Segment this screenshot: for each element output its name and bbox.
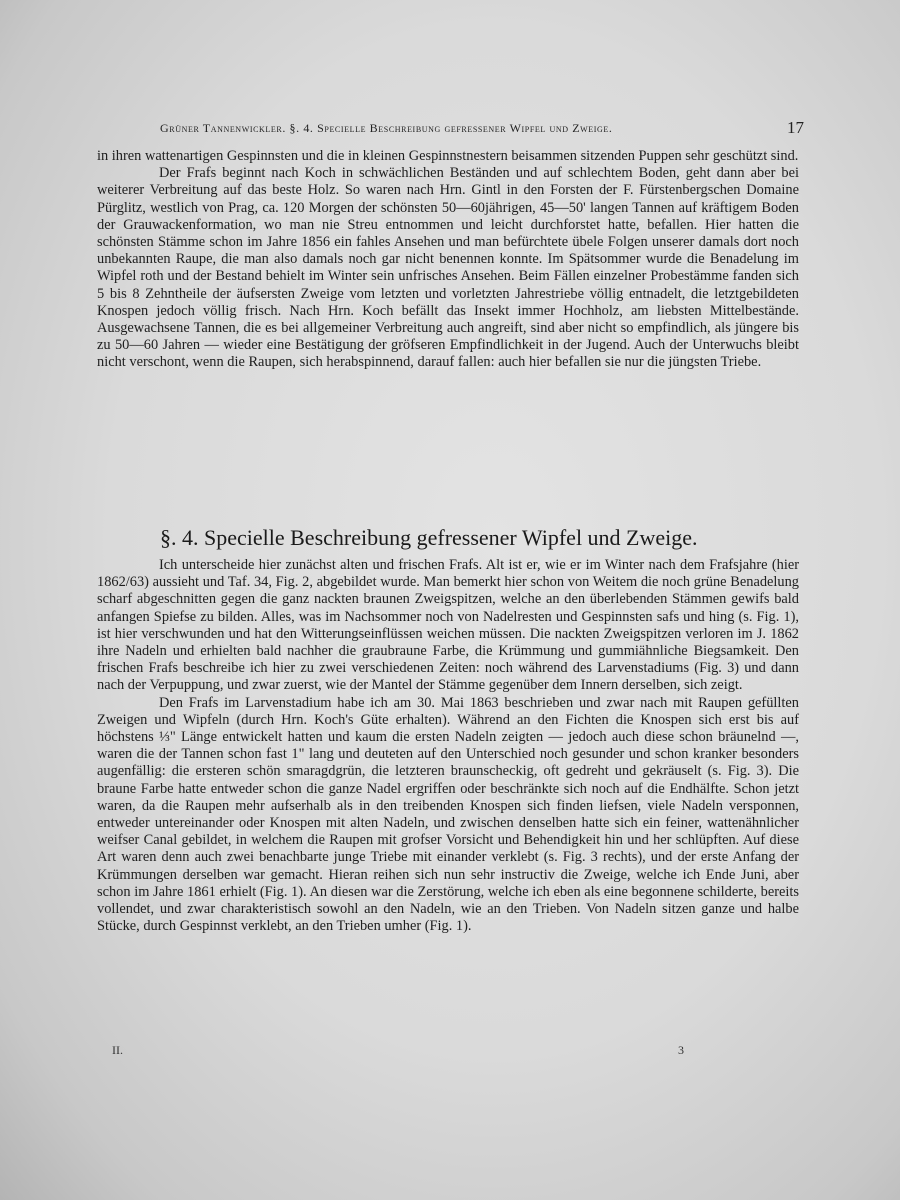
paragraph-frass-koch: Der Frafs beginnt nach Koch in schwächlichen Beständen und auf schlechtem Boden, geht dann aber bei weiterer Verbreitung auf das beste Holz. So waren nach Hrn. Gintl in den Forsten der F. Fürstenbergschen Domaine Pürglitz, westlich von Prag, ca. 120 Morgen der schönsten 50—60jährigen, 45—50' langen Tannen auf kräftigem Boden der Grauwackenformation, wo man nie Streu entnommen und leicht durchforstet hatte, befallen. Hier hatten die schönsten Stämme schon im Jahre 1856 ein fahles Ansehen und man befürchtete übele Folgen unserer damals dort noch unbekannten Raupe, die man also damals noch gar nicht benennen konnte. Im Spätsommer wurde die Benadelung im Wipfel roth und der Bestand behielt im Winter sein unfrisches Ansehen. Beim Fällen einzelner Probestämme fanden sich 5 bis 8 Zehntheile der äufsersten Zweige vom letzten und vorletzten Jahrestriebe völlig entnadelt, die letztgebildeten Knospen jedoch völlig frisch. Nach Hrn. Koch befällt das Insekt immer Hochholz, am liebsten Mittelbestände. Ausgewachsene Tannen, die es bei allgemeiner Verbreitung auch angreift, sind aber nicht so empfindlich, als jüngere bis zu 50—60 Jahren — wieder eine Bestätigung der gröfseren Empfindlichkeit in der Jugend. Auch der Unterwuchs bleibt nicht verschont, wenn die Raupen, sich herabspinnend, darauf fallen: auch hier befallen sie nur die jüngsten Triebe.	[97, 165, 799, 371]
paragraph-alter-frischer-frass: Ich unterscheide hier zunächst alten und frischen Frafs. Alt ist er, wie er im Winter nach dem Frafsjahre (hier 1862/63) aussieht und Taf. 34, Fig. 2, abgebildet wurde. Man bemerkt hier schon von Weitem die noch grüne Benadelung scharf abgeschnitten gegen die ganz nackten braunen Zweigspitzen, welche an den überlebenden Stämmen gewifs bald anfangen Spiefse zu bilden. Alles, was im Nachsommer noch von Nadelresten und Gespinnsten safs und hing (s. Fig. 1), ist hier verschwunden und hat den Witterungseinflüssen weichen müssen. Die nackten Zweigspitzen verloren im J. 1862 ihre Nadeln und erhielten bald nachher die graubraune Farbe, die Krümmung und gummiähnliche Biegsamkeit. Den frischen Frafs beschreibe ich hier zu zwei verschiedenen Zeiten: noch während des Larvenstadiums (Fig. 3) und dann nach der Verpuppung, und zwar zuerst, wie der Mantel der Stämme gegenüber dem Innern derselben, sich zeigt.	[97, 557, 799, 694]
volume-mark: II.	[112, 1043, 123, 1057]
running-head	[160, 118, 810, 140]
paragraph-continuation: in ihren wattenartigen Gespinnsten und die in kleinen Gespinnstnestern beisammen sitzenden Puppen sehr geschützt sind.	[97, 148, 799, 164]
section-text-block	[97, 557, 799, 935]
page-number: 17	[787, 118, 804, 137]
paragraph-larvenstadium: Den Frafs im Larvenstadium habe ich am 30. Mai 1863 beschrieben und zwar nach mit Raupen gefüllten Zweigen und Wipfeln (durch Hrn. Koch's Güte erhalten). Während an den Fichten die Knospen sich erst bis auf höchstens ⅓" Länge entwickelt hatten und kaum die ersten Nadeln zeigten — jedoch auch diese schon bräunelnd —, waren die der Tannen schon fast 1" lang und deuteten auf den Unterschied noch gesunder und schon kranker besonders augenfällig: die ersteren schön smaragdgrün, die letzteren braunscheckig, oft gedreht und gekräuselt (s. Fig. 3). Die braune Farbe hatte entweder schon die ganze Nadel ergriffen oder beschränkte sich noch auf die Endhälfte. Schon jetzt waren, da die Raupen mehr aufserhalb als in den treibenden Knospen sich finden liefsen, viele Nadeln versponnen, entweder untereinander oder Knospen mit alten Nadeln, und zwischen denselben hatte sich ein feiner, wattenähnlicher weifser Canal gebildet, in welchem die Raupen mit grofser Vorsicht und Behendigkeit hin und her schlüpften. Auf diese Art waren denn auch zwei benachbarte junge Triebe mit einander verklebt (s. Fig. 3 rechts), und der erste Anfang der Krümmungen derselben war gemacht. Hieran reihen sich nun sehr instructiv die Zweige, welche ich Ende Juni, aber schon im Jahre 1861 erhielt (Fig. 1). An diesen war die Zerstörung, welche ich eben als eine begonnene schilderte, bereits vollendet, und zwar charakteristisch sowohl an den Nadeln, wie an den Trieben. Von Nadeln sitzen ganze und halbe Stücke, durch Gespinnst verklebt, an den Trieben umher (Fig. 1).	[97, 694, 799, 935]
section-heading: §. 4. Specielle Beschreibung gefressener Wipfel und Zweige.	[160, 525, 698, 550]
continued-text-block	[97, 148, 799, 372]
running-title: Grüner Tannenwickler. §. 4. Specielle Beschreibung gefressener Wipfel und Zweige.	[160, 121, 613, 135]
signature-mark: 3	[678, 1043, 684, 1057]
